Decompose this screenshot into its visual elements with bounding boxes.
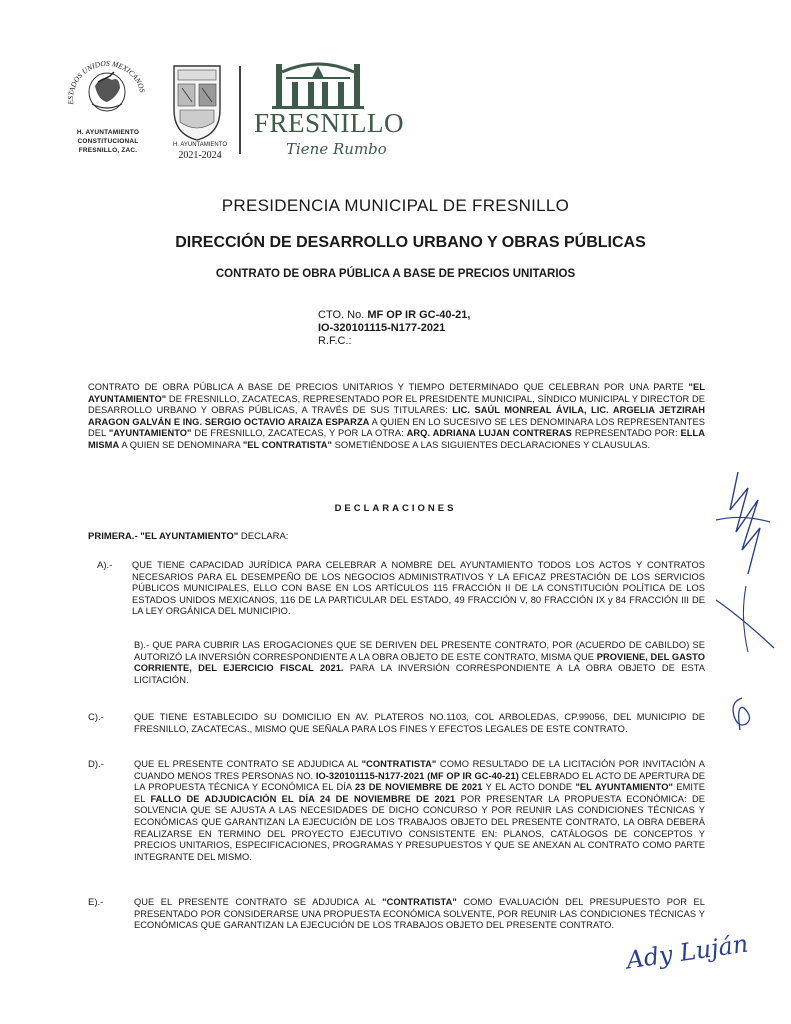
caption-line: H. AYUNTAMIENTO	[76, 129, 140, 136]
mid-caption	[170, 141, 230, 162]
contract-numbers	[318, 309, 470, 348]
item-c-text: QUE TIENE ESTABLECIDO SU DOMICILIO EN AV. PLATEROS NO.1103, COL ARBOLEDAS, CP.99056, DEL MUNICIPIO DE FRESNILLO, ZACATECAS., MISMO QUE SEÑALA PARA LOS FINES Y EFECTOS LEGALES DE ESTE CONTRATO.	[134, 712, 705, 734]
contrato-title: CONTRATO DE OBRA PÚBLICA A BASE DE PRECIOS UNITARIOS	[215, 268, 576, 280]
contractor-signature: Ady Luján	[624, 929, 750, 975]
direccion-title: DIRECCIÓN DE DESARROLLO URBANO Y OBRAS PÚBLICAS	[175, 234, 646, 251]
declaraciones-heading: DECLARACIONES	[334, 503, 457, 514]
item-e-label: E).-	[88, 897, 104, 908]
header-divider	[239, 66, 241, 154]
io-number: IO-320101115-N177-2021	[318, 322, 446, 334]
caption-line: 2021-2024	[178, 150, 222, 161]
cto-line	[318, 309, 470, 322]
caption-line: CONSTITUCIONAL	[77, 138, 139, 145]
cto-label: CTO. No.	[318, 309, 365, 321]
item-d-text: QUE EL PRESENTE CONTRATO SE ADJUDICA AL "CONTRATISTA" COMO RESULTADO DE LA LICITACIÓN POR INVITACIÓN A CUANDO MENOS TRES PERSONAS NO. IO-320101115-N177-2021 (MF OP IR GC-40-21) CELEBRADO EL ACTO DE APERTURA DE LA PROPUESTA TÉCNICA Y ECONÓMICA EL DÍA 23 DE NOVIEMBRE DE 2021 Y EL ACTO DONDE "EL AYUNTAMIENTO" EMITE EL FALLO DE ADJUDICACIÓN EL DÍA 24 DE NOVIEMBRE DE 2021 POR PRESENTAR LA PROPUESTA ECONÓMICA: DE SOLVENCIA QUE SE AJUSTA A LAS NECESIDADES DE DICHO CONCURSO Y POR REUNIR LAS CONDICIONES TÉCNICAS Y ECONÓMICAS QUE GARANTIZAN LA EJECUCIÓN DE LOS TRABAJOS OBJETO DEL PRESENTE CONTRATO, LA OBRA DEBERÁ REALIZARSE EN TERMINO DEL PROYECTO EJECUTIVO CONSISTENTE EN: PLANOS, CATÁLOGOS DE CONCEPTOS Y PRECIOS UNITARIOS, ESPECIFICACIONES, PROGRAMAS Y PRESUPUESTOS Y QUE SE ANEXAN AL CONTRATO COMO PARTE INTEGRANTE DEL MISMO.	[134, 759, 705, 862]
intro-paragraph: CONTRATO DE OBRA PÚBLICA A BASE DE PRECIOS UNITARIOS Y TIEMPO DETERMINADO QUE CELEBRAN POR UNA PARTE "EL AYUNTAMIENTO" DE FRESNILLO, ZACATECAS, REPRESENTADO POR EL PRESIDENTE MUNICIPAL, SÍNDICO MUNICIPAL Y DIRECTOR DE DESARROLLO URBANO Y OBRAS PÚBLICAS, A TRAVÉS DE SUS TITULARES: LIC. SAÚL MONREAL ÁVILA, LIC. ARGELIA JETZIRAH ARAGON GALVÁN E ING. SERGIO OCTAVIO ARAIZA ESPARZA A QUIEN EN LO SUCESIVO SE LES DENOMINARA LOS REPRESENTANTES DEL "AYUNTAMIENTO" DE FRESNILLO, ZACATECAS, Y POR LA OTRA: ARQ. ADRIANA LUJAN CONTRERAS REPRESENTADO POR: ELLA MISMA A QUIEN SE DENOMINARA "EL CONTRATISTA" SOMETIÉNDOSE A LAS SIGUIENTES DECLARACIONES Y CLAUSULAS.	[88, 382, 705, 450]
caption-line: H. AYUNTAMIENTO	[172, 142, 227, 148]
mexican-crest	[62, 46, 152, 126]
left-caption	[58, 128, 158, 155]
item-a-label: A).-	[97, 560, 113, 571]
brand-tagline: Tiene Rumbo	[286, 140, 387, 158]
margin-signature-1	[708, 470, 778, 580]
presidencia-title: PRESIDENCIA MUNICIPAL DE FRESNILLO	[221, 196, 570, 215]
primera-heading: PRIMERA.- "EL AYUNTAMIENTO" DECLARA:	[88, 531, 289, 542]
brand-building-icon	[272, 58, 364, 110]
item-c-label: C).-	[88, 712, 104, 723]
rfc-label: R.F.C.:	[318, 335, 352, 347]
crest-ring-text: ESTADOS UNIDOS MEXICANOS	[65, 58, 148, 105]
item-b-text: B).- QUE PARA CUBRIR LAS EROGACIONES QUE SE DERIVEN DEL PRESENTE CONTRATO, POR (ACUERDO DE CABILDO) SE AUTORIZÓ LA INVERSIÓN CORRESPONDIENTE A LA OBRA OBJETO DE ESTE CONTRATO, MISMA QUE PROVIENE, DEL GASTO CORRIENTE, DEL EJERCICIO FISCAL 2021. PARA LA INVERSIÓN CORRESPONDIENTE A LA OBRA OBJETO DE ESTA LICITACIÓN.	[134, 640, 705, 685]
item-e-text: QUE EL PRESENTE CONTRATO SE ADJUDICA AL "CONTRATISTA" COMO EVALUACIÓN DEL PRESUPUESTO POR EL PRESENTADO POR CONSIDERARSE UNA PROPUESTA ECONÓMICA SOLVENTE, POR REUNIR LAS CONDICIONES TÉCNICAS Y ECONÓMICAS QUE GARANTIZAN LA EJECUCIÓN DE LOS TRABAJOS OBJETO DEL PRESENTE CONTRATO.	[134, 897, 705, 931]
municipal-shield	[168, 60, 226, 142]
brand-name: FRESNILLO	[254, 108, 405, 138]
margin-signature-2	[712, 584, 782, 654]
margin-signature-3	[722, 694, 762, 734]
cto-number: MF OP IR GC-40-21,	[367, 309, 471, 321]
caption-line: FRESNILLO, ZAC.	[78, 147, 138, 154]
item-d-label: D).-	[88, 759, 104, 770]
item-a-text: QUE TIENE CAPACIDAD JURÍDICA PARA CELEBRAR A NOMBRE DEL AYUNTAMIENTO TODOS LOS ACTOS Y CONTRATOS NECESARIOS PARA EL DESEMPEÑO DE LOS NEGOCIOS ADMINISTRATIVOS Y LA EFICAZ PRESTACIÓN DE LOS SERVICIOS PÚBLICOS MUNICIPALES, ELLO CON BASE EN LOS ARTÍCULOS 115 FRACCIÓN II DE LA CONSTITUCIÓN POLÍTICA DE LOS ESTADOS UNIDOS MEXICANOS, 116 DE LA PARTICULAR DEL ESTADO, 49 FRACCIÓN V, 80 FRACCIÓN IX y 84 FRACCIÓN III DE LA LEY ORGÁNICA DEL MUNICIPIO.	[132, 560, 705, 617]
